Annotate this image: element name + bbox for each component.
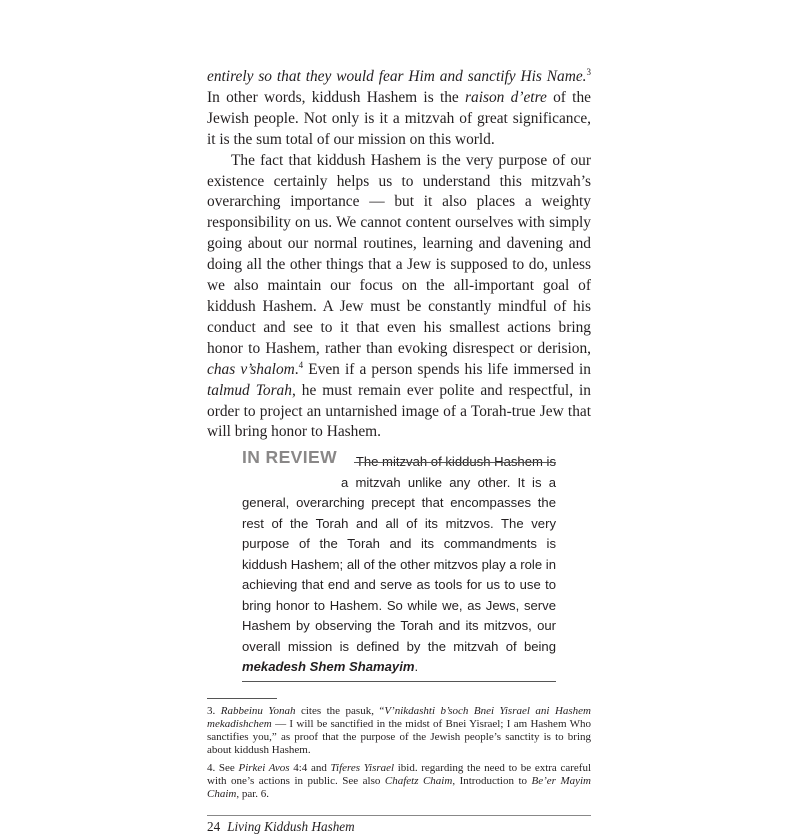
footnote-number: 4. [207,761,216,774]
emphasis-phrase: mekadesh Shem Shamayim [242,659,415,675]
footer-divider [207,815,591,816]
footnote-ref-3: 3 [586,66,591,77]
page-number: 24 [207,818,221,834]
in-review-box [242,448,556,682]
italic-phrase: chas v’shalom [207,360,295,378]
paragraph-1 [207,67,591,151]
italic-phrase: Tiferes Yisrael [330,761,395,774]
text-run: a mitzvah unlike any other. It is a general, overarching precept that encompasses the rest of the Torah and all of its mitzvos. The very purpose of the Torah and its commandments is kiddush Hashem; all of the other mitzvos play a role in achieving that end and serve as tools for us to use to bring honor to Hashem. So while we, as Jews, serve Hashem by observing the Torah and its mitzvos, our overall mission is defined by the mitzvah of being [242,474,556,654]
review-bottom-rule [242,681,556,682]
text-run: The fact that kiddush Hashem is the very purpose of our existence certainly helps us to understand this mitzvah’s overarching importance — but it also places a weighty responsibility on us. We cannot content ourselves with simply going about our normal routines, learning and davening and doing all the other things that a Jew is supposed to do, unless we also maintain our focus on the all-important goal of kiddush Hashem. A Jew must be constantly mindful of his conduct and see to it that even his smallest actions bring honor to Hashem, rather than evoking disrespect or derision, [207,151,591,357]
book-title: Living Kiddush Hashem [227,818,355,834]
footnote-number: 3. [207,704,216,717]
italic-phrase: Chafetz Chaim [384,774,453,787]
text-run: In other words, kiddush Hashem is the [207,88,466,106]
text-run: — I will be sanctified in the midst of Bnei Yisrael; I am Hashem Who sanctifies you,” as proof that the purpose of the Jewish people’s sanctity is to bring about kiddush Hashem. [207,717,591,756]
italic-phrase: raison d’etre [465,88,547,106]
italic-phrase: Rabbeinu Yonah [220,704,296,717]
book-page [207,67,591,835]
italic-phrase: Pirkei Avos [238,761,290,774]
text-run: Even if a person spends his life immersed in [303,360,592,378]
italic-phrase: V’nikdashti b’soch Bnei Yisrael ani Hashem mekadishchem [207,704,591,730]
text-run: . [414,659,419,675]
footnotes [207,705,591,801]
footnote-3 [207,705,591,757]
page-footer [207,819,591,835]
review-intro: The mitzvah of kiddush Hashem is [355,454,556,470]
italic-phrase: entirely so that they would fear Him and sanctify His Name. [207,68,587,85]
text-run: . [294,360,299,378]
italic-phrase: talmud Torah [207,381,292,399]
review-text [242,448,556,678]
text-run: cites the pasuk, “ [295,704,385,717]
footnote-divider [207,698,277,699]
text-run: ibid. regarding the need to be extra careful with one’s actions in public. See also [207,761,592,787]
italic-phrase: Be’er Mayim Chaim [207,774,591,800]
paragraph-2 [207,151,591,444]
text-run: , par. 6. [236,787,270,800]
review-top-rule [354,462,556,463]
footnote-ref-4: 4 [298,359,304,370]
text-run: , Introduction to [452,774,532,787]
footnote-4 [207,762,591,801]
in-review-heading: IN REVIEW [242,447,337,468]
main-text [207,67,591,443]
text-run: of the Jewish people. Not only is it a mitzvah of great significance, it is the sum total of our mission on this world. [207,88,591,148]
text-run: See [218,761,239,774]
text-run: , he must remain ever polite and respectful, in order to project an untarnished image of a Torah-true Jew that will bring honor to Hashem. [207,381,591,441]
text-run: 4:4 and [289,761,331,774]
